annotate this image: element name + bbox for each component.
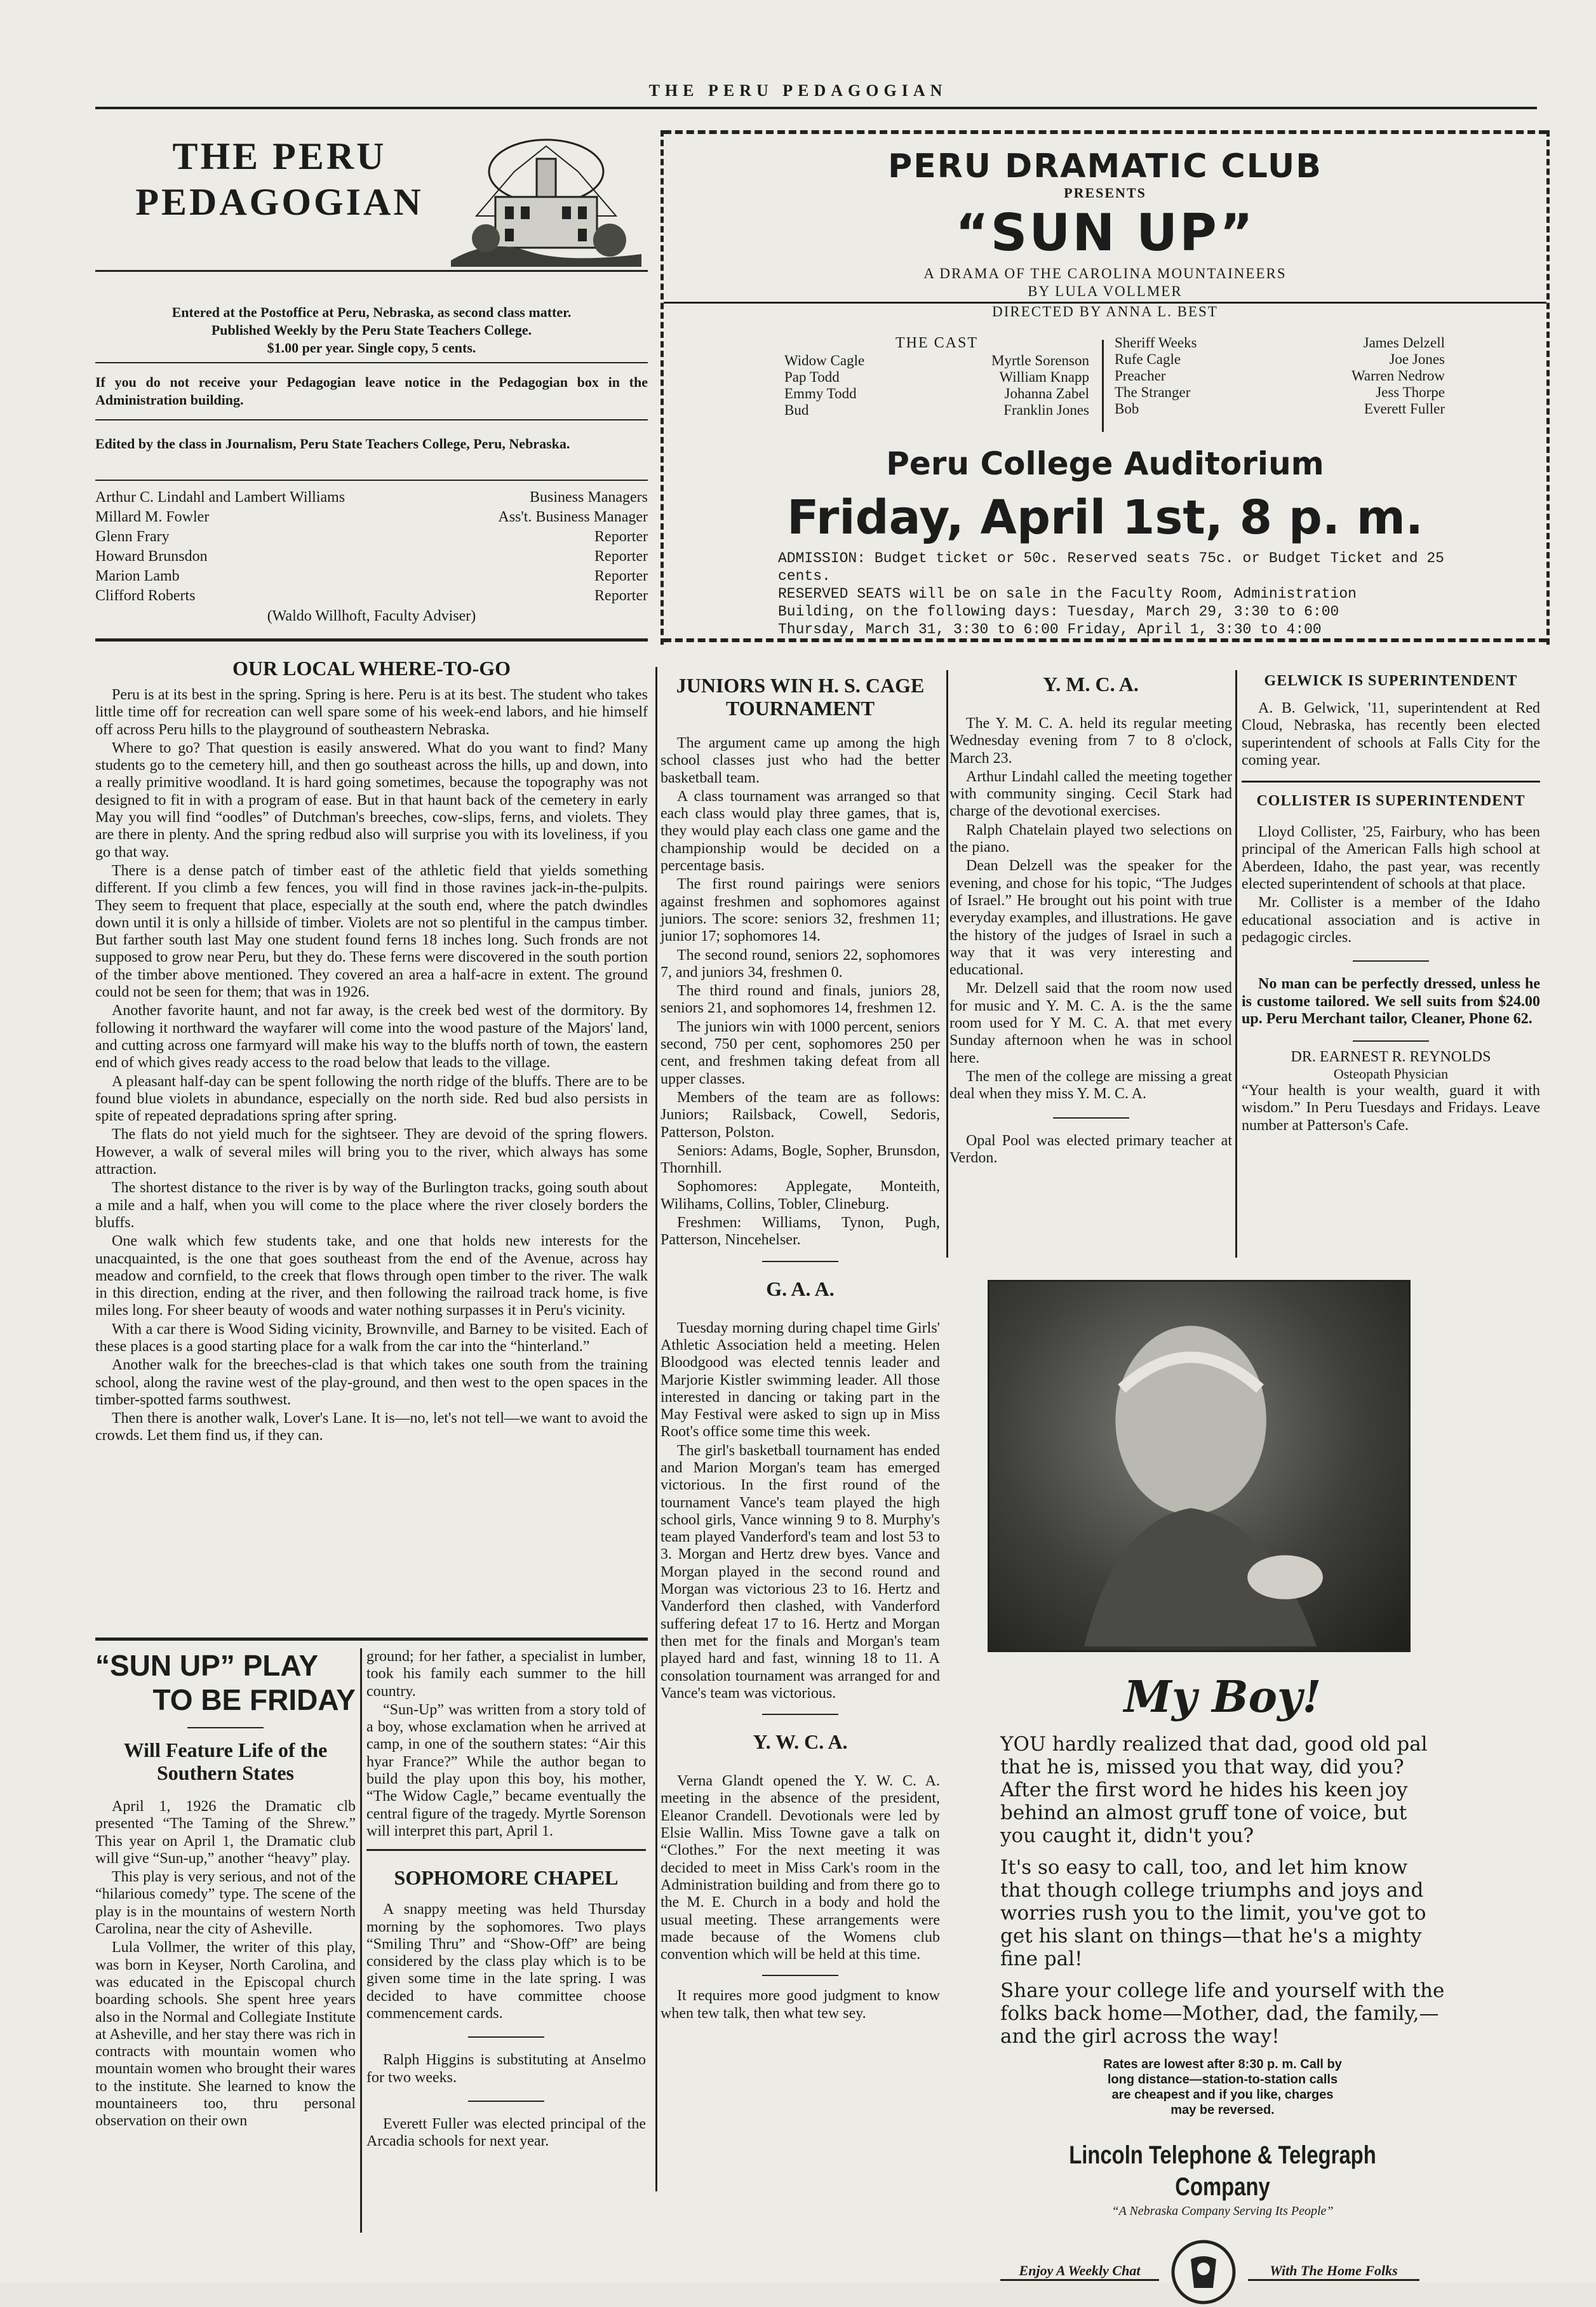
juniors-headline: JUNIORS WIN H. S. CAGE TOURNAMENT (676, 674, 925, 720)
staff-row: Millard M. Fowler Ass't. Business Manager (95, 509, 648, 525)
paragraph: Sophomores: Applegate, Monteith, Wilihams, Collins, Tobler, Clineburg. (661, 1178, 940, 1213)
staff-row: Howard Brunsdon Reporter (95, 548, 648, 565)
club-name: PERU DRAMATIC CLUB (888, 147, 1322, 185)
paragraph: The shortest distance to the river is by way of the Burlington tracks, going south about a mile and a half, when you will come to the place where the river closely borders the bluffs. (95, 1180, 648, 1231)
paragraph: Mr. Collister is a member of the Idaho educational association and is active in pedagogic circles. (1242, 894, 1540, 946)
ad-left-tag: Enjoy A Weekly Chat (1000, 2263, 1159, 2281)
paragraph: Where to go? That question is easily answered. What do you want to find? Many students go to the cemetery hill, and then go southeast across the hills, up and down, into a really primitive woodland. It is hard going sometimes, because the topography was not designed to fit in with a program of ease. But in that haunt back of the cemetery in early May you will find “oodles” of Dutchman's breeches, cow-slips, ferns, and violets. They are there in plenty. And the spring redbud also will surprise you with its loveliness, if you go that way. (95, 739, 648, 861)
paragraph: The third round and finals, juniors 28, seniors 21, and sophomores 14, freshmen 12. (661, 983, 940, 1017)
portrait-photo (988, 1280, 1411, 1652)
cast-row: Bob Everett Fuller (1115, 401, 1445, 417)
paragraph: Another walk for the breeches-clad is that which takes one south from the training school, along the ravine west of the play-ground, and then west to the open spaces in the timber-spotted farms southwest. (95, 1357, 648, 1408)
paragraph: Freshmen: Williams, Tynon, Pugh, Patterson, Nincehelser. (661, 1214, 940, 1249)
paragraph: Tuesday morning during chapel time Girls' Athletic Association held a meeting. Helen Bloodgood was elected tennis leader and Marjorie Kistler swimming leader. All those interested in dancing or taking part in the May Festival were asked to sign up in Miss Root's office some time this week. (661, 1319, 940, 1441)
paragraph: Lula Vollmer, the writer of this play, was born in Keyser, North Carolina, and was educated in the Episcopal church boarding schools. She spent hree years also in the Normal and Collegiate Institute at Asheville, and her stay there was rich in contracts with mountain women who mountain women who brought their wares to the institute. She learned to know the mountaineers too, thru personal observation on their own (95, 1939, 356, 2130)
paragraph: ground; for her father, a specialist in lumber, took his family each summer to the hill country. (366, 1648, 646, 1700)
staff-list (95, 488, 648, 626)
cast-left (784, 333, 1089, 419)
staff-row: Arthur C. Lindahl and Lambert Williams Business Managers (95, 489, 648, 506)
brief: Ralph Higgins is substituting at Anselmo for two weeks. (366, 2052, 646, 2086)
cast-row: Widow Cagle Myrtle Sorenson (784, 353, 1089, 368)
paragraph: April 1, 1926 the Dramatic clb presented “The Taming of the Shrew.” This year on April 1, the Dramatic club will give “Sun-up,” another “heavy” play. (95, 1798, 356, 1867)
paragraph: The second round, seniors 22, sophomores 7, and juniors 34, freshmen 0. (661, 946, 940, 981)
paragraph: Seniors: Adams, Bogle, Sopher, Brunsdon, Thornhill. (661, 1142, 940, 1177)
cast-row: Bud Franklin Jones (784, 402, 1089, 418)
masthead (95, 133, 648, 642)
article-juniors-win (661, 670, 940, 2191)
deck: Will Feature Life of the Southern States (123, 1739, 328, 1784)
reynolds-title: Osteopath Physician (1333, 1066, 1449, 1082)
gaa-headline: G. A. A. (766, 1277, 835, 1300)
paragraph: The girl's basketball tournament has ended and Marion Morgan's team has emerged victorious. In the first round of the tournament Vance's team played the high school girls, Vance winning 9 to 8. Murphy's team played Vanderford's team and lost 53 to 3. Morgan and Hertz drew byes. Vance and Morgan played in the second round and Morgan was victorious 23 to 16. Hertz and Vanderford then clashed, with Vanderford suffering defeat 17 to 16. Hertz and Morgan then met for the finals and Morgan's team played hard and fast, winning 18 to 11. A consolation tournament was arranged for and Vance's team was victorious. (661, 1442, 940, 1702)
delivery-notice: If you do not receive your Pedagogian leave notice in the Pedagogian box in the Administration building. (95, 374, 648, 408)
paragraph: The juniors win with 1000 percent, seniors second, 750 per cent, sophomores 250 per cent, and freshmen taking defeat from all upper classes. (661, 1018, 940, 1087)
right-column-briefs (1242, 670, 1540, 1261)
paragraph: A snappy meeting was held Thursday morning by the sophomores. Two plays “Smiling Thru” and “Show-Off” are being considered by the class play which is to be given some time in the late spring. I was decided to have committee choose commencement cards. (366, 1901, 646, 2022)
faculty-adviser: (Waldo Willhoft, Faculty Adviser) (267, 608, 476, 624)
admission-text: ADMISSION: Budget ticket or 50c. Reserved seats 75c. or Budget Ticket and 25 cents. (778, 550, 1444, 584)
paragraph: Verna Glandt opened the Y. W. C. A. meeting in the absence of the president, Eleanor Crandell. Devotionals were led by Elsie Wallin. Miss Towne gave a talk on “Clothes.” For the next meeting it was decided to meet in Miss Cark's room in the Administration building and from there go to the M. E. Church in a body and hold the usual meeting. These arrangements were made because of the Womens club convention which will be held at this time. (661, 1773, 940, 1963)
paragraph: With a car there is Wood Siding vicinity, Brownville, and Barney to be visited. Each of these places is a good starting place for a walk from the car into the “hinterland.” (95, 1321, 648, 1355)
ywca-headline: Y. W. C. A. (753, 1730, 848, 1754)
paragraph: Another favorite haunt, and not far away, is the creek bed west of the dormitory. By following it northward the wayfarer will come into the wood pasture of the Majors' land, and cutting across one farmyard will make his way to the bluffs north of town, the eastern end of which gives ready access to the road below that leads to the village. (95, 1002, 648, 1072)
paragraph: The argument came up among the high school classes just who had the better basketball team. (661, 735, 940, 786)
paragraph: There is a dense patch of timber east of the athletic field that yields something different. If you climb a few fences, you will find in those ravines jack-in-the-pulpits. They seem to frequent that place, especially at the south end, where the patch dwindles down until it is only a hillside of timber. Violets are not so plentiful in the campus timber. But farther south last May one student found ferns 18 inches long. Such fronds are not supposed to grow near Peru, but they do. These ferns were discovered in the south portion of the timber above mentioned. They covered an area a half-acre in extent. The ground could not be seen for them; that was in 1926. (95, 862, 648, 1001)
paragraph: A. B. Gelwick, '11, superintendent at Red Cloud, Nebraska, has recently been elected superintendent of schools at Falls City for the coming year. (1242, 700, 1540, 769)
brief: Everett Fuller was elected principal of the Arcadia schools for next year. (366, 2115, 646, 2150)
paragraph: A pleasant half-day can be spent following the north ridge of the bluffs. There are to be found blue violets in abundance, especially on the north side. Red bud also persists in spite of repeated depradations spring after spring. (95, 1073, 648, 1125)
masthead-title-line2: PEDAGOGIAN (135, 181, 424, 223)
reynolds-name: DR. EARNEST R. REYNOLDS (1291, 1049, 1491, 1066)
telephone-ad (1000, 1671, 1445, 2278)
paragraph: “Sun-Up” was written from a story told of a boy, whose exclamation when he arrived at camp, in one of the southern states: “Air this hyar France?” While the author began to build the play upon this boy, his mother, “The Widow Cagle,” became eventually the central figure of the tragedy. Myrtle Sorenson will interpret this part, April 1. (366, 1701, 646, 1840)
paragraph: YOU hardly realized that dad, good old pal that he is, missed you that way, did you? After the first word he hides his keen joy behind an almost gruff tone of voice, but you caught it, didn't you? (1000, 1733, 1428, 1847)
reserved-line1: RESERVED SEATS will be on sale in the Faculty Room, Administration (778, 586, 1357, 602)
paragraph: Arthur Lindahl called the meeting together with community singing. Cecil Stark had charge of the devotional exercises. (949, 768, 1232, 820)
cast-row: Emmy Todd Johanna Zabel (784, 386, 1089, 401)
article-sun-up-continued (366, 1648, 646, 2236)
presents-label: PRESENTS (1064, 185, 1146, 201)
ymca-headline: Y. M. C. A. (1043, 673, 1139, 696)
paragraph: Lloyd Collister, '25, Fairbury, who has been principal of the American Falls high school at Aberdeen, Idaho, the past year, was recently elected superintendent of schools at that place. (1242, 824, 1540, 893)
paragraph: The men of the college are missing a great deal when they miss Y. M. C. A. (949, 1068, 1232, 1103)
company-slogan: “A Nebraska Company Serving Its People” (1111, 2204, 1334, 2218)
paragraph: Share your college life and yourself with the folks back home—Mother, dad, the family,—and the girl across the way! (1000, 1979, 1445, 2048)
cast-row: Preacher Warren Nedrow (1115, 368, 1445, 384)
staff-row: Marion Lamb Reporter (95, 568, 648, 584)
cast-row: Sheriff Weeks James Delzell (1115, 335, 1445, 351)
collister-headline: COLLISTER IS SUPERINTENDENT (1256, 793, 1526, 810)
paragraph: This play is very serious, and not of the “hilarious comedy” type. The scene of the play is in the mountains of western North Carolina, near the city of Asheville. (95, 1869, 356, 1938)
headline: OUR LOCAL WHERE-TO-GO (232, 657, 511, 680)
article-sun-up-play (95, 1648, 356, 2236)
paragraph: One walk which few students take, and one that holds new interests for the unacquainted, is the one that goes southeast from the end of the Avenue, across hay meadow and cornfield, to the creek that flows through open timber to the river. The walk in this direction, ending at the river, and then following the railroad track home, is five miles long. For sheer beauty of woods and water nothing surpasses it in Peru's vicinity. (95, 1233, 648, 1319)
college-building-illustration (451, 133, 641, 267)
performance-date: Friday, April 1st, 8 p. m. (787, 490, 1423, 545)
paragraph: Dean Delzell was the speaker for the evening, and chose for his topic, “The Judges of Israel.” He brought out his point with true everyday examples, and illustrations. He gave the history of the judges of Israel in such a way that it was very interesting and educational. (949, 858, 1232, 979)
paragraph: Then there is another walk, Lover's Lane. It is—no, let's not tell—we want to avoid the crowds. Let them find us, if they can. (95, 1410, 648, 1444)
reserved-line2: Building, on the following days: Tuesday, March 29, 3:30 to 6:00 (778, 603, 1339, 620)
paragraph: Opal Pool was elected primary teacher at Verdon. (949, 1132, 1232, 1166)
paragraph: Mr. Delzell said that the room now used for music and Y. M. C. A. is the the same room used for Y M. C. A. that met every Sunday afternoon when he was in school here. (949, 980, 1232, 1066)
paragraph: The flats do not yield much for the sightseer. They are devoid of the spring flowers. However, a walk of several miles will bring you to the river, which always has some attraction. (95, 1126, 648, 1178)
play-author: BY LULA VOLLMER (1028, 283, 1183, 299)
cast-row: Rufe Cagle Joe Jones (1115, 351, 1445, 367)
bell-telephone-icon (1165, 2237, 1242, 2307)
ad-headline: My Boy! (1123, 1672, 1322, 1723)
reserved-line3: Thursday, March 31, 3:30 to 6:00 Friday, April 1, 3:30 to 4:00 (778, 621, 1322, 638)
paragraph: The first round pairings were seniors against freshmen and sophomores against juniors. The score: seniors 32, freshmen 11; junior 17; sophomores 14. (661, 876, 940, 945)
running-head: THE PERU PEDAGOGIAN (648, 81, 948, 100)
headline-line2: TO BE FRIDAY (152, 1683, 356, 1716)
cast-row: The Stranger Jess Thorpe (1115, 384, 1445, 400)
rates-note: Rates are lowest after 8:30 p. m. Call by long distance—station-to-station calls are cheapest and if you like, charges may be reversed. (1103, 2057, 1342, 2117)
cast-right (1115, 335, 1445, 417)
masthead-title-line1: THE PERU (172, 135, 387, 177)
ad-right-tag: With The Home Folks (1248, 2263, 1419, 2281)
postoffice-notice: Entered at the Postoffice at Peru, Nebraska, as second class matter. (171, 304, 572, 320)
tailor-ad: No man can be perfectly dressed, unless he is custome tailored. We sell suits from $24.00 up. Peru Merchant tailor, Cleaner, Phone 62. (1242, 976, 1540, 1027)
venue: Peru College Auditorium (886, 445, 1324, 482)
staff-row: Clifford Roberts Reporter (95, 588, 648, 604)
editorial-notice: Edited by the class in Journalism, Peru State Teachers College, Peru, Nebraska. (95, 436, 570, 452)
sophomore-headline: SOPHOMORE CHAPEL (394, 1866, 619, 1890)
paragraph: Ralph Chatelain played two selections on the piano. (949, 821, 1232, 856)
paragraph: It requires more good judgment to know when tew talk, then what tew sey. (661, 1988, 940, 2022)
paragraph: A class tournament was arranged so that each class would play three games, that is, they would play each class one game and the championship would be decided on a percentage basis. (661, 788, 940, 875)
play-title: “SUN UP” (955, 203, 1255, 262)
dramatic-club-ad (661, 130, 1550, 645)
play-director: DIRECTED BY ANNA L. BEST (664, 302, 1546, 320)
subscription-price: $1.00 per year. Single copy, 5 cents. (267, 340, 476, 356)
headline-line1: “SUN UP” PLAY (95, 1649, 319, 1682)
article-local-where-to-go (95, 654, 648, 1636)
admission-info (778, 549, 1445, 638)
cast-heading: THE CAST (895, 335, 978, 351)
play-subtitle: A DRAMA OF THE CAROLINA MOUNTAINEERS (923, 266, 1287, 281)
paragraph: Peru is at its best in the spring. Spring is here. Peru is at its best. The student who takes little time off for recreation can well spare some of his week-end labors, and hie himself off across Peru hills to the playground of southeastern Nebraska. (95, 687, 648, 738)
gelwick-headline: GELWICK IS SUPERINTENDENT (1264, 673, 1518, 689)
publication-notice: Published Weekly by the Peru State Teachers College. (211, 322, 532, 338)
top-rule (95, 107, 1537, 109)
cast-row: Pap Todd William Knapp (784, 369, 1089, 385)
company-name: Lincoln Telephone & Telegraph Company (1069, 2141, 1376, 2201)
article-ymca (949, 670, 1232, 1261)
reynolds-ad: “Your health is your wealth, guard it with wisdom.” In Peru Tuesdays and Fridays. Leave number at Patterson's Cafe. (1242, 1082, 1540, 1134)
staff-row: Glenn Frary Reporter (95, 528, 648, 545)
paragraph: It's so easy to call, too, and let him know that though college triumphs and joys and worries rush you to the limit, you've got to get his slant on things—that he's a mighty fine pal! (1000, 1856, 1426, 1970)
paragraph: Members of the team are as follows: Juniors; Railsback, Cowell, Sedoris, Patterson, Polston. (661, 1089, 940, 1141)
paragraph: The Y. M. C. A. held its regular meeting Wednesday evening from 7 to 8 o'clock, March 23. (949, 715, 1232, 767)
